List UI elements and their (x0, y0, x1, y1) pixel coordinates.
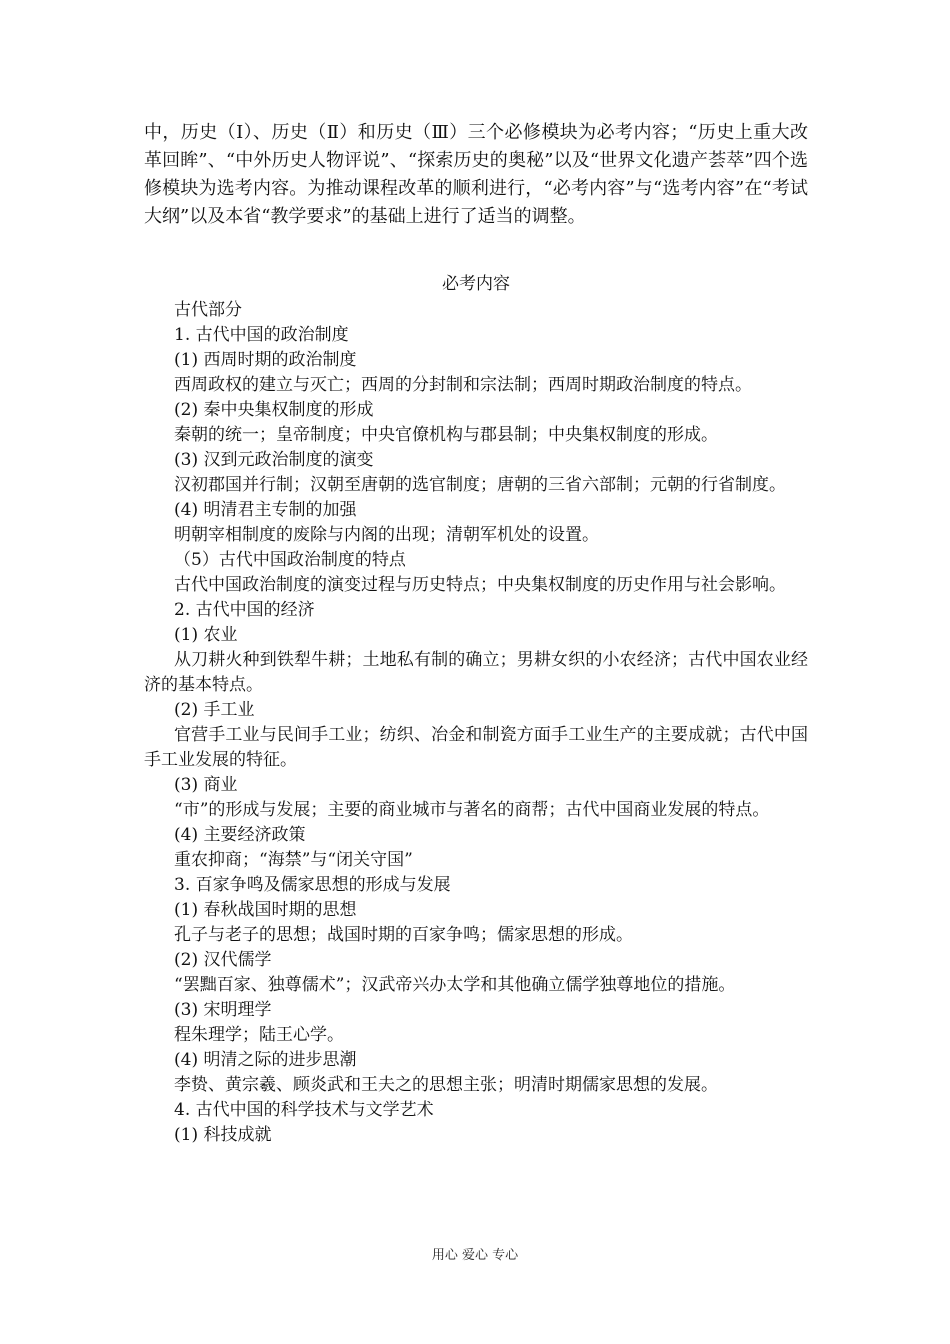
section-title: 必考内容 (442, 274, 510, 294)
line-subtopic-heading: (2) 秦中央集权制度的形成 (174, 400, 374, 420)
line-subtopic-heading: (2) 手工业 (174, 700, 255, 720)
line-paragraph: 秦朝的统一；皇帝制度；中央官僚机构与郡县制；中央集权制度的形成。 (174, 425, 718, 445)
line-paragraph: 汉初郡国并行制；汉朝至唐朝的选官制度；唐朝的三省六部制；元朝的行省制度。 (174, 475, 786, 495)
line-subtopic-heading: (4) 明清君主专制的加强 (174, 500, 357, 520)
line-paragraph: “罢黜百家、独尊儒术”；汉武帝兴办太学和其他确立儒学独尊地位的措施。 (174, 975, 736, 995)
line-subtopic-heading: (1) 农业 (174, 625, 238, 645)
line-subtopic-heading: (3) 汉到元政治制度的演变 (174, 450, 374, 470)
line-topic-heading: 4. 古代中国的科学技术与文学艺术 (174, 1100, 434, 1120)
line-subtopic-heading: (1) 春秋战国时期的思想 (174, 900, 357, 920)
line-topic-heading: 3. 百家争鸣及儒家思想的形成与发展 (174, 875, 451, 895)
page-footer: 用心 爱心 专心 (431, 1248, 519, 1263)
line-paragraph: 古代中国政治制度的演变过程与历史特点；中央集权制度的历史作用与社会影响。 (174, 575, 786, 595)
line-topic-heading: 2. 古代中国的经济 (174, 600, 315, 620)
line-subtopic-heading: (3) 商业 (174, 775, 238, 795)
content-body (144, 298, 808, 1148)
line-paragraph: 李贽、黄宗羲、顾炎武和王夫之的思想主张；明清时期儒家思想的发展。 (174, 1075, 718, 1095)
line-paragraph: 程朱理学；陆王心学。 (174, 1025, 344, 1045)
intro-paragraph: 中，历史（Ⅰ）、历史（Ⅱ）和历史（Ⅲ）三个必修模块为必考内容；“历史上重大改革回眸”、“中外历史人物评说”、“探索历史的奥秘”以及“世界文化遗产荟萃”四个选修模块为选考内容。为推动课程改革的顺利进行，“必考内容”与“选考内容”在“考试大纲”以及本省“教学要求”的基础上进行了适当的调整。 (144, 122, 808, 227)
line-topic-heading: 1. 古代中国的政治制度 (174, 325, 349, 345)
line-subtopic-heading: (1) 西周时期的政治制度 (174, 350, 357, 370)
line-paragraph: 孔子与老子的思想；战国时期的百家争鸣；儒家思想的形成。 (174, 925, 633, 945)
line-subtopic-heading: (4) 主要经济政策 (174, 825, 306, 845)
line-subtopic-heading: （5）古代中国政治制度的特点 (174, 550, 406, 570)
line-part-heading: 古代部分 (174, 300, 242, 320)
line-subtopic-heading: (2) 汉代儒学 (174, 950, 272, 970)
line-subtopic-heading: (3) 宋明理学 (174, 1000, 272, 1020)
line-paragraph: 西周政权的建立与灭亡；西周的分封制和宗法制；西周时期政治制度的特点。 (174, 375, 752, 395)
line-paragraph: “市”的形成与发展；主要的商业城市与著名的商帮；古代中国商业发展的特点。 (174, 800, 770, 820)
line-paragraph: 明朝宰相制度的废除与内阁的出现；清朝军机处的设置。 (174, 525, 599, 545)
line-paragraph: 重农抑商；“海禁”与“闭关守国” (174, 850, 413, 870)
line-subtopic-heading: (4) 明清之际的进步思潮 (174, 1050, 357, 1070)
line-paragraph: 官营手工业与民间手工业；纺织、冶金和制瓷方面手工业生产的主要成就；古代中国手工业发展的特征。 (144, 725, 808, 770)
line-subtopic-heading: (1) 科技成就 (174, 1125, 272, 1145)
line-paragraph: 从刀耕火种到铁犁牛耕；土地私有制的确立；男耕女织的小农经济；古代中国农业经济的基本特点。 (144, 650, 808, 695)
